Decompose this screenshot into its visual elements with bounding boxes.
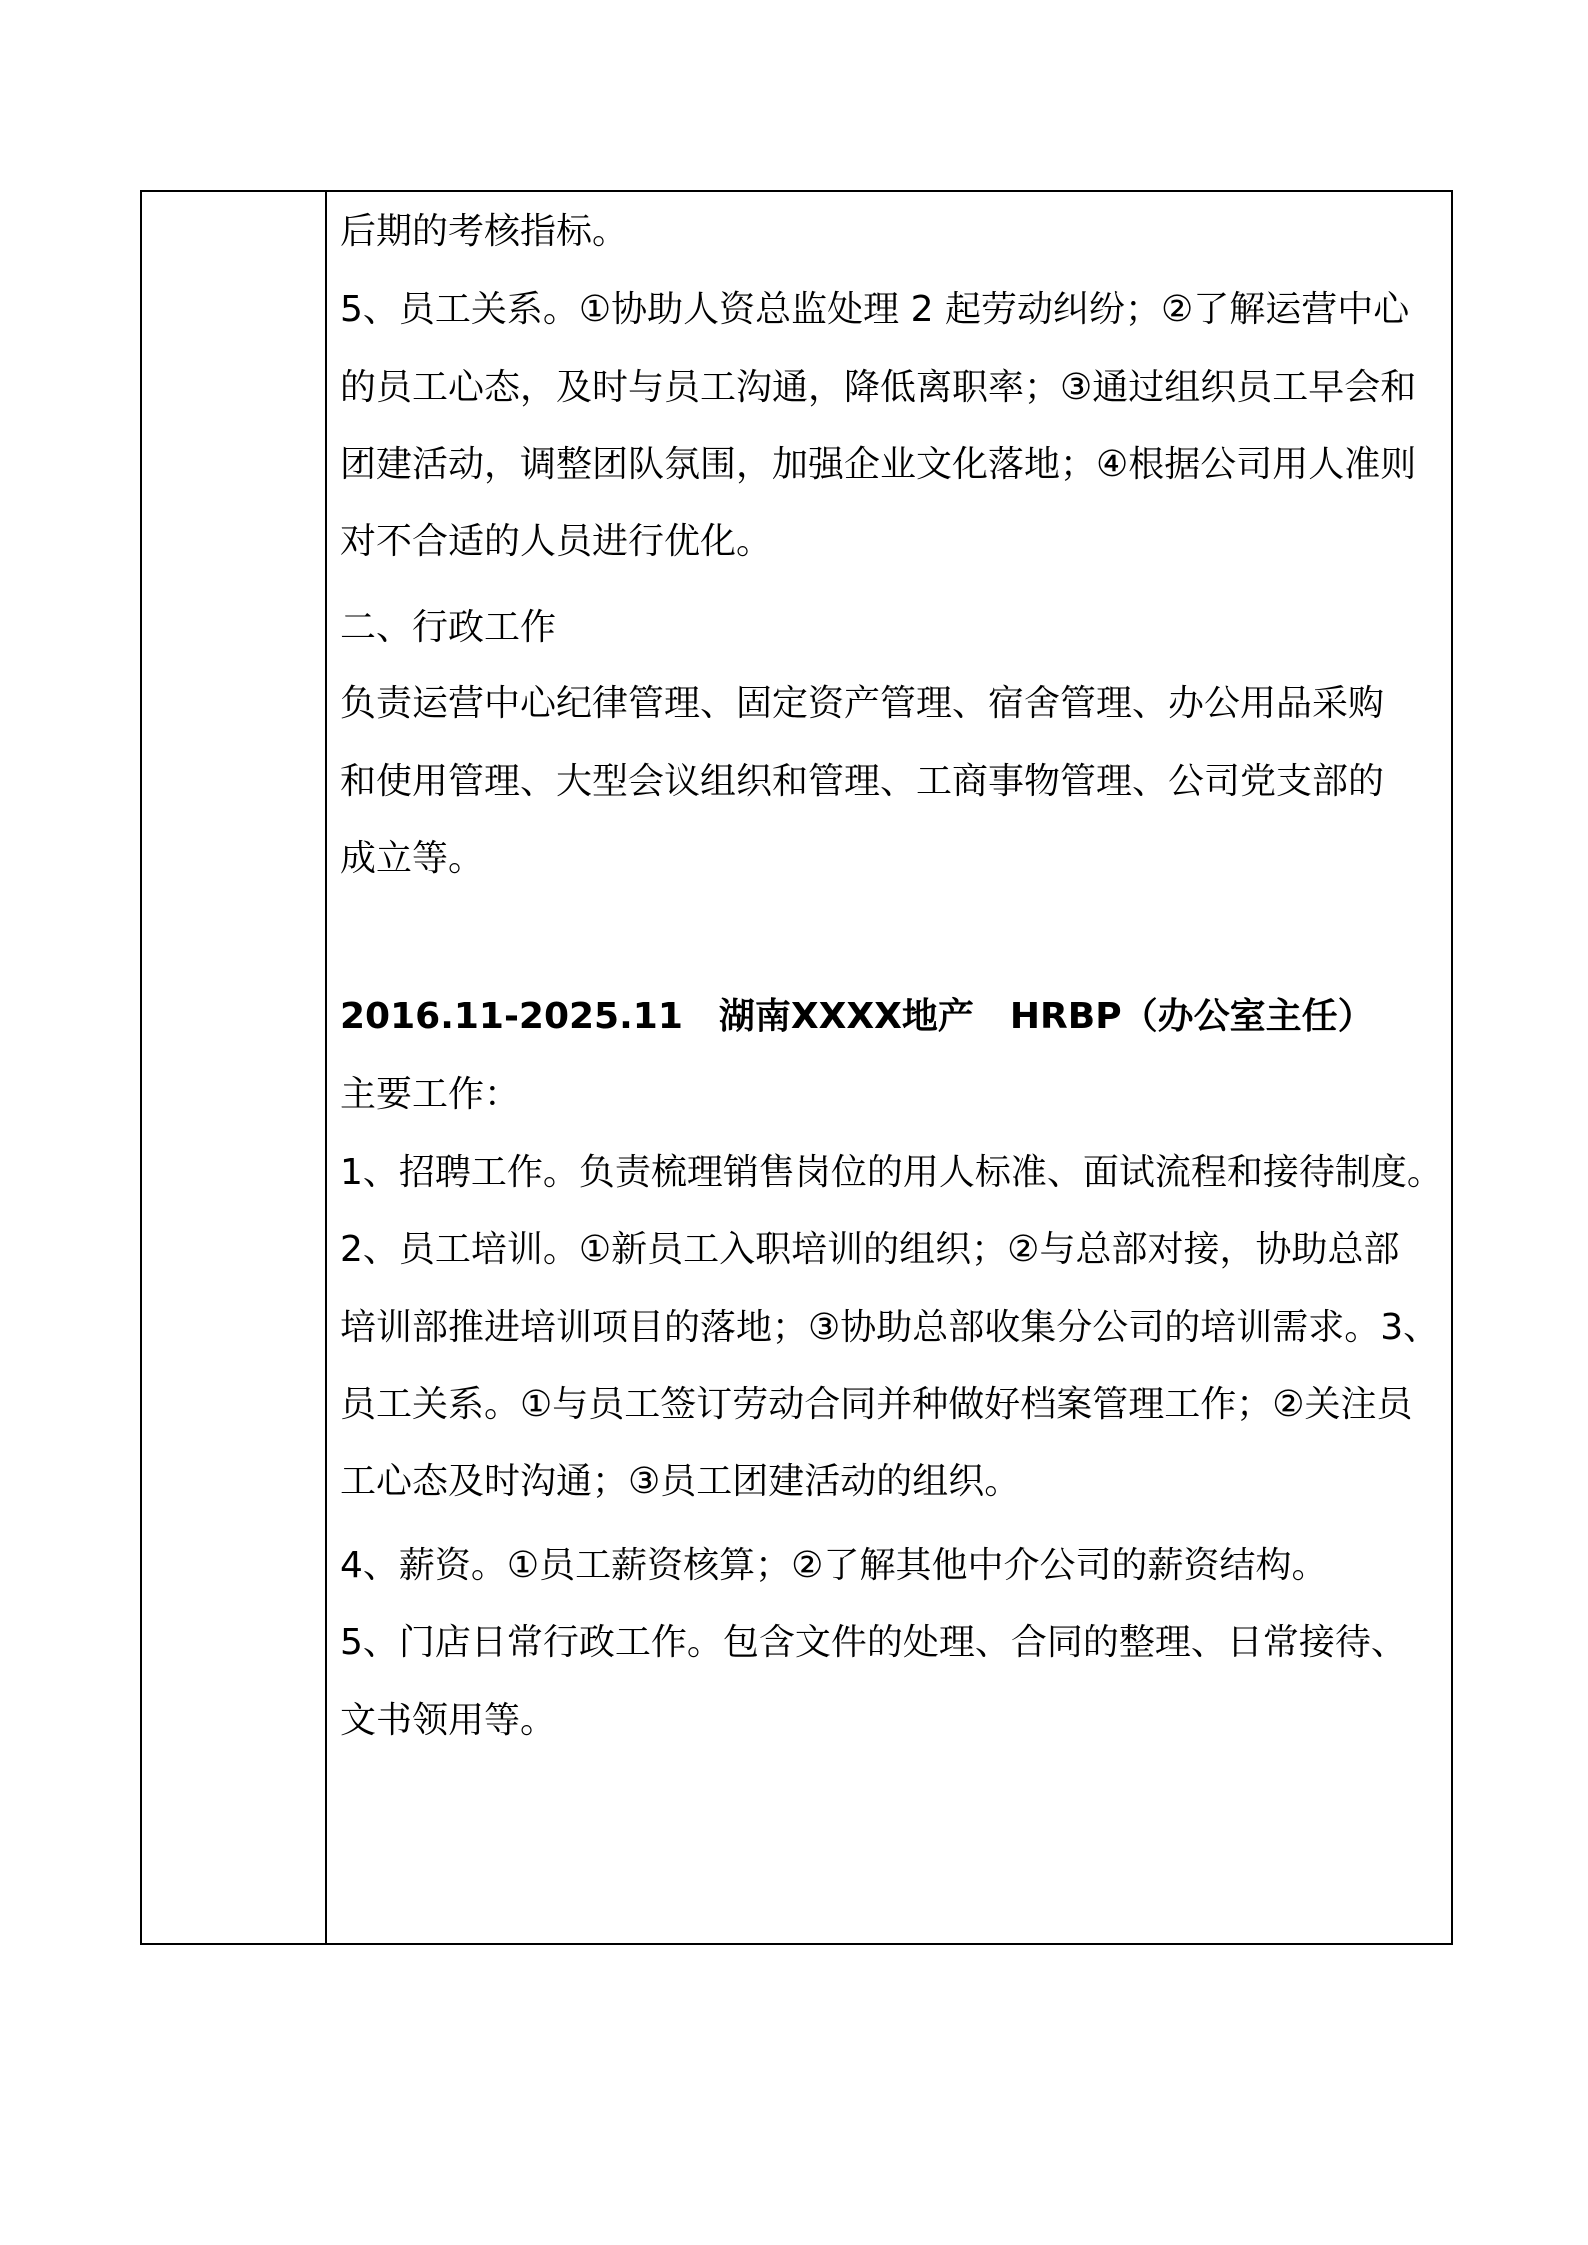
text-line: 后期的考核指标。	[340, 211, 629, 252]
left-column-cell	[142, 192, 327, 1943]
text-line: 团建活动，调整团队氛围，加强企业文化落地；④根据公司用人准则	[340, 444, 1417, 485]
text-line: 2、员工培训。①新员工入职培训的组织；②与总部对接，协助总部	[340, 1229, 1400, 1270]
text-line: 培训部推进培训项目的落地；③协助总部收集分公司的培训需求。3、	[340, 1307, 1440, 1348]
text-line: 工心态及时沟通；③员工团建活动的组织。	[340, 1461, 1021, 1502]
text-line: 员工关系。①与员工签订劳动合同并种做好档案管理工作；②关注员	[340, 1384, 1413, 1425]
text-line: 的员工心态，及时与员工沟通，降低离职率；③通过组织员工早会和	[340, 367, 1417, 408]
table-frame	[140, 190, 1453, 1945]
text-line: 对不合适的人员进行优化。	[340, 521, 773, 562]
text-line: 和使用管理、大型会议组织和管理、工商事物管理、公司党支部的	[340, 761, 1385, 802]
text-line: 文书领用等。	[340, 1700, 557, 1741]
text-line: 5、门店日常行政工作。包含文件的处理、合同的整理、日常接待、	[340, 1622, 1407, 1663]
text-line: 1、招聘工作。负责梳理销售岗位的用人标准、面试流程和接待制度。	[340, 1152, 1443, 1193]
job-heading: 2016.11-2025.11 湖南XXXX地产 HRBP（办公室主任）	[340, 996, 1374, 1037]
text-line: 主要工作：	[340, 1074, 521, 1115]
text-line: 5、员工关系。①协助人资总监处理 2 起劳动纠纷；②了解运营中心	[340, 289, 1410, 330]
section-heading: 二、行政工作	[340, 607, 557, 648]
text-line: 4、薪资。①员工薪资核算；②了解其他中介公司的薪资结构。	[340, 1545, 1328, 1586]
text-line: 成立等。	[340, 838, 485, 879]
text-line: 负责运营中心纪律管理、固定资产管理、宿舍管理、办公用品采购	[340, 683, 1385, 724]
